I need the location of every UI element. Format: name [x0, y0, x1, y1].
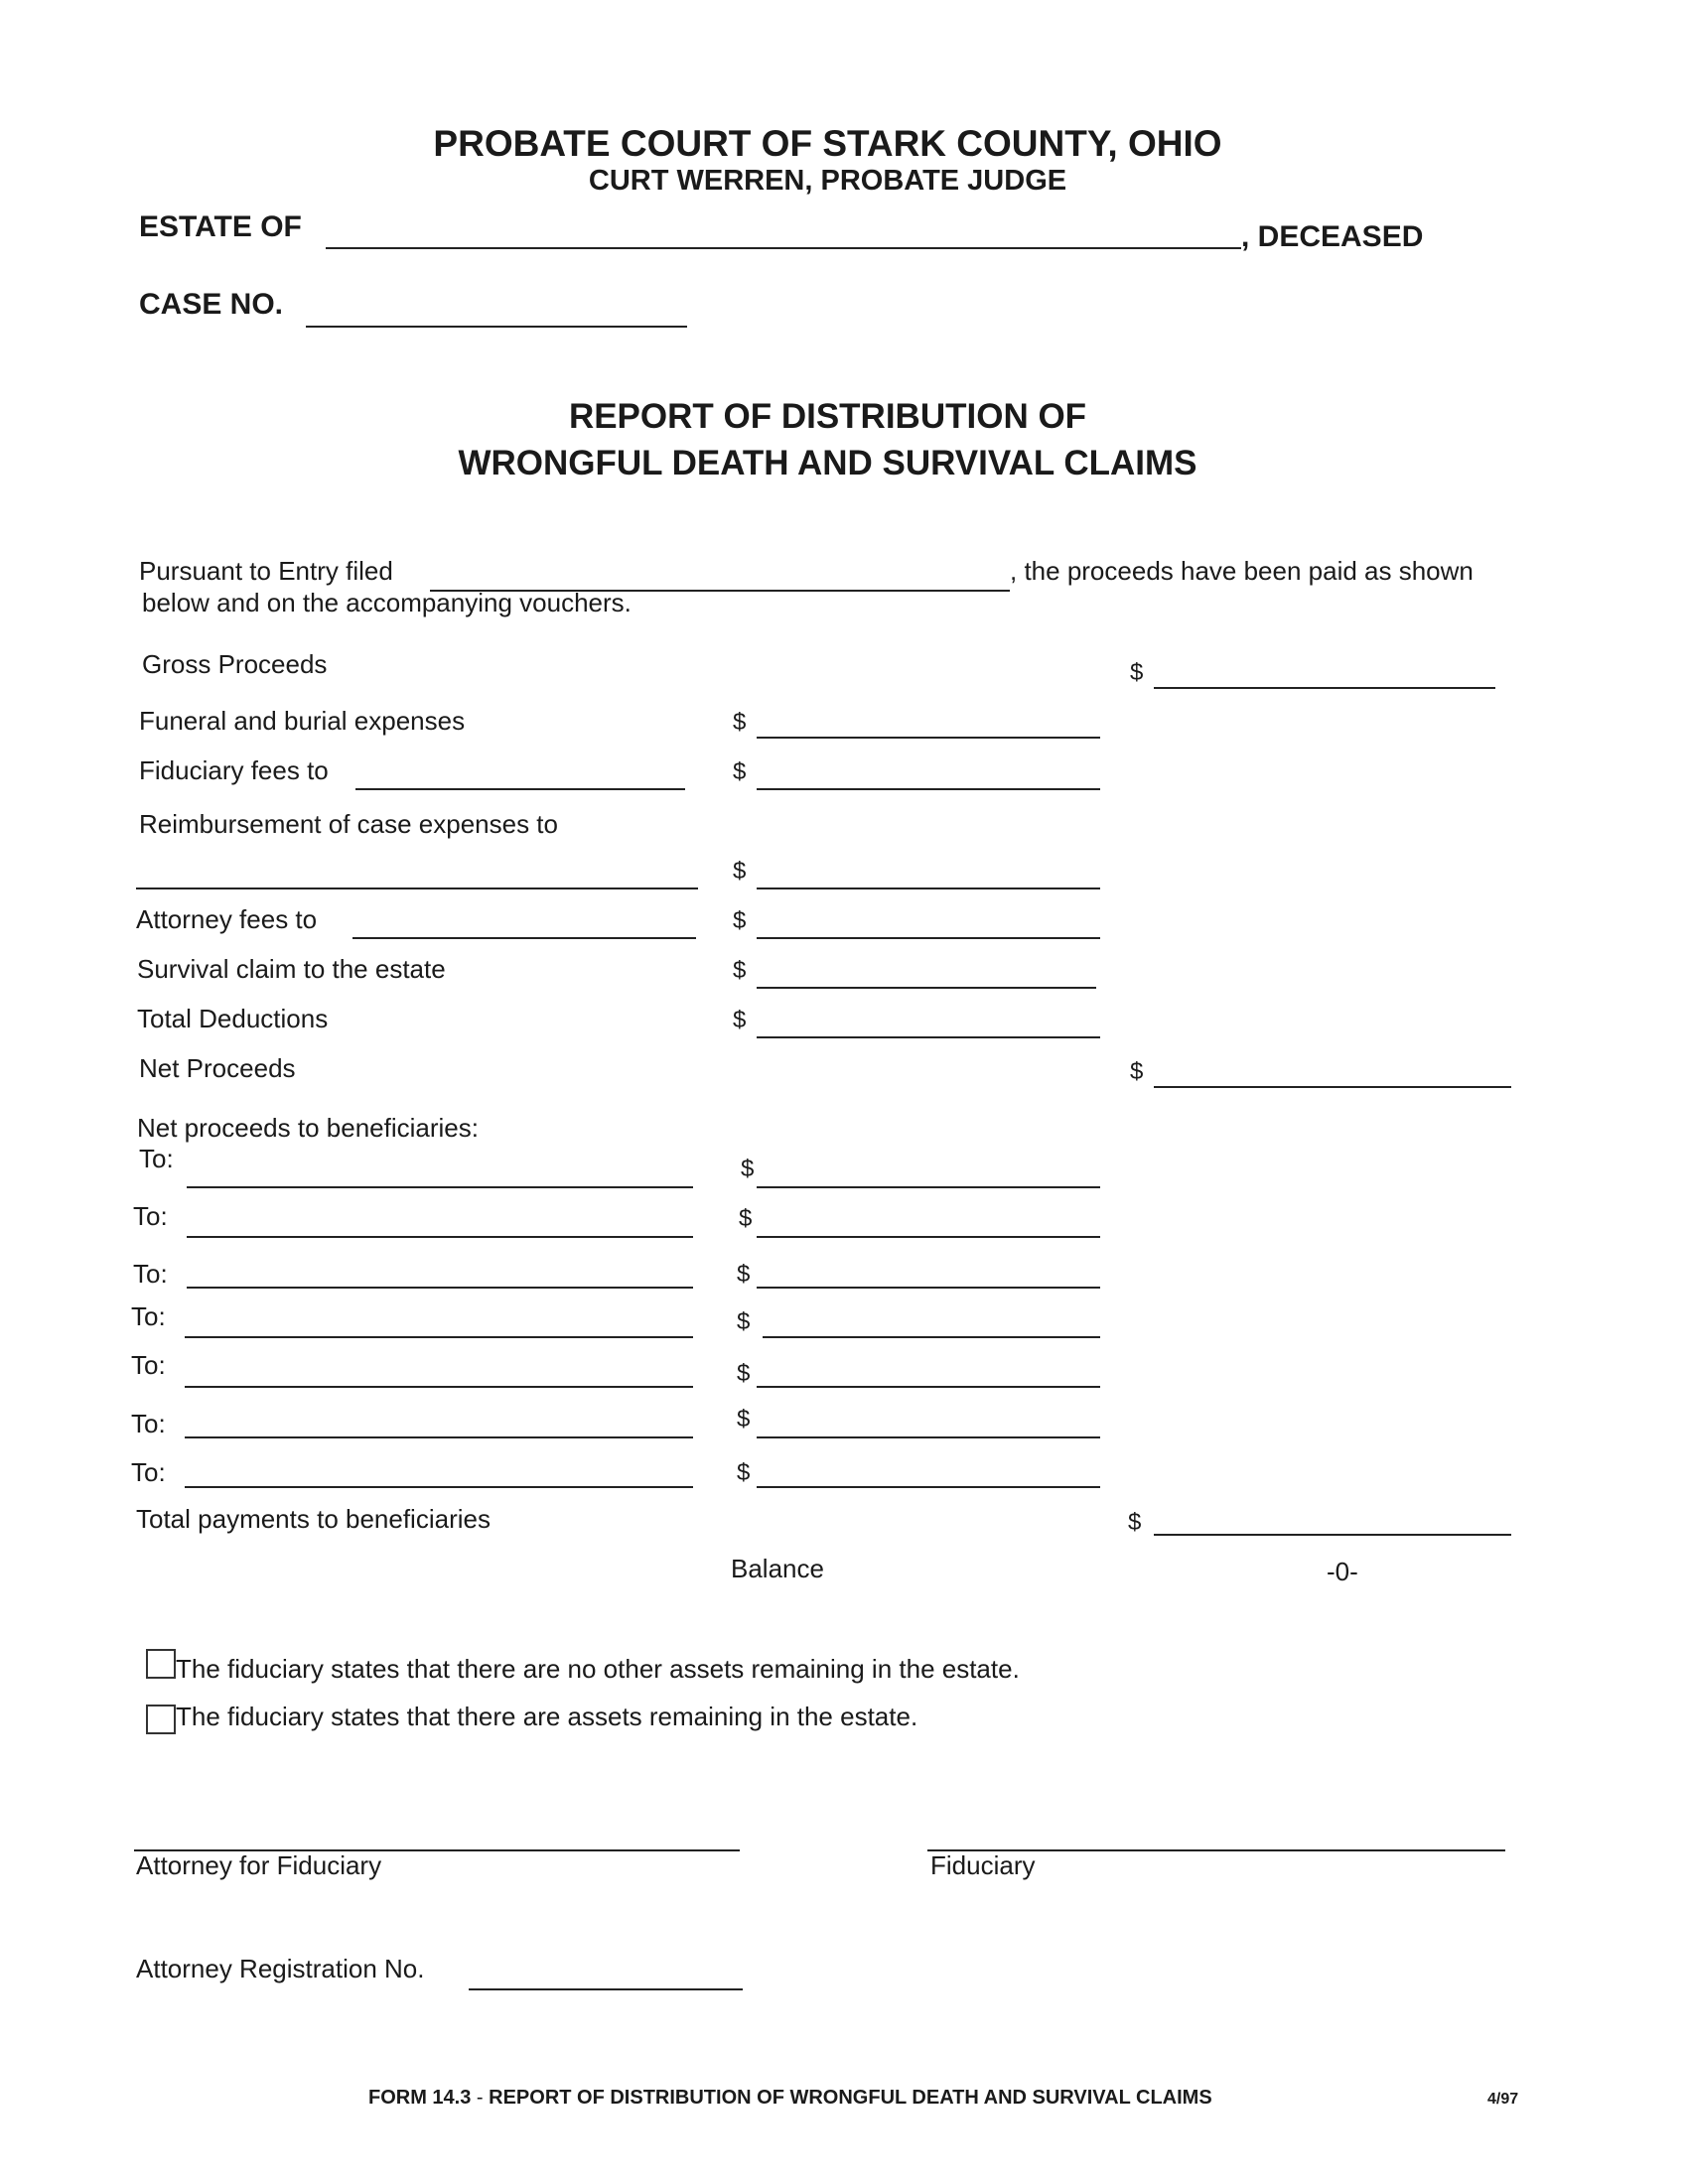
- beneficiary-6-amount-field[interactable]: [757, 1436, 1100, 1438]
- attorney-fees-amount-field[interactable]: [757, 937, 1100, 939]
- case-no-label: CASE NO.: [139, 288, 284, 321]
- beneficiary-7-amount-field[interactable]: [757, 1486, 1100, 1488]
- beneficiary-2-dollar-sign: $: [739, 1205, 753, 1232]
- funeral-expenses-label: Funeral and burial expenses: [139, 706, 466, 736]
- beneficiary-4-dollar-sign: $: [737, 1308, 751, 1335]
- form-title-line1: REPORT OF DISTRIBUTION OF: [568, 397, 1087, 436]
- intro-text-end: below and on the accompanying vouchers.: [142, 588, 632, 617]
- reimbursement-payee-field[interactable]: [136, 887, 698, 889]
- beneficiary-7-dollar-sign: $: [737, 1459, 751, 1486]
- no-assets-checkbox[interactable]: [146, 1649, 176, 1679]
- total-deductions-dollar-sign: $: [733, 1007, 747, 1033]
- reimbursement-dollar-sign: $: [733, 858, 747, 885]
- footer-revision-date: 4/97: [1487, 2091, 1519, 2108]
- beneficiary-2-to-label: To:: [133, 1201, 168, 1231]
- footer-form-number: FORM 14.3: [368, 2087, 472, 2109]
- survival-claim-label: Survival claim to the estate: [137, 954, 446, 984]
- beneficiary-5-name-field[interactable]: [185, 1386, 693, 1388]
- attorney-for-fiduciary-label: Attorney for Fiduciary: [136, 1850, 382, 1880]
- assets-remaining-checkbox[interactable]: [146, 1705, 176, 1734]
- attorney-fees-dollar-sign: $: [733, 907, 747, 934]
- gross-dollar-sign: $: [1130, 659, 1144, 686]
- reimbursement-amount-field[interactable]: [757, 887, 1100, 889]
- beneficiary-3-to-label: To:: [133, 1259, 168, 1289]
- beneficiary-6-name-field[interactable]: [185, 1436, 693, 1438]
- beneficiary-4-name-field[interactable]: [185, 1336, 693, 1338]
- net-proceeds-dollar-sign: $: [1130, 1058, 1144, 1085]
- beneficiary-6-to-label: To:: [131, 1409, 166, 1438]
- beneficiary-1-amount-field[interactable]: [757, 1186, 1100, 1188]
- fiduciary-fees-dollar-sign: $: [733, 758, 747, 785]
- footer-form-info: [368, 2087, 1212, 2110]
- judge-name: CURT WERREN, PROBATE JUDGE: [588, 165, 1067, 197]
- form-title-line2: WRONGFUL DEATH AND SURVIVAL CLAIMS: [458, 444, 1197, 482]
- beneficiary-1-to-label: To:: [139, 1144, 174, 1173]
- fiduciary-label: Fiduciary: [930, 1850, 1036, 1880]
- net-proceeds-amount-field[interactable]: [1154, 1086, 1511, 1088]
- deceased-label: , DECEASED: [1241, 220, 1424, 253]
- estate-label: ESTATE OF: [139, 210, 302, 243]
- total-deductions-label: Total Deductions: [137, 1004, 329, 1033]
- attorney-registration-label: Attorney Registration No.: [136, 1954, 425, 1983]
- beneficiary-1-name-field[interactable]: [187, 1186, 693, 1188]
- survival-amount-field[interactable]: [757, 987, 1096, 989]
- total-payments-amount-field[interactable]: [1154, 1534, 1511, 1536]
- beneficiary-5-amount-field[interactable]: [757, 1386, 1100, 1388]
- intro-text-middle: , the proceeds have been paid as shown: [1010, 556, 1474, 586]
- beneficiary-7-to-label: To:: [131, 1457, 166, 1487]
- fiduciary-fees-payee-field[interactable]: [355, 788, 685, 790]
- fiduciary-fees-label: Fiduciary fees to: [139, 755, 329, 785]
- balance-label: Balance: [731, 1554, 824, 1583]
- beneficiary-5-to-label: To:: [131, 1350, 166, 1380]
- no-assets-statement: The fiduciary states that there are no other assets remaining in the estate.: [176, 1654, 1020, 1684]
- beneficiaries-heading: Net proceeds to beneficiaries:: [137, 1113, 479, 1143]
- beneficiary-3-dollar-sign: $: [737, 1261, 751, 1288]
- beneficiary-1-dollar-sign: $: [741, 1156, 755, 1182]
- beneficiary-4-amount-field[interactable]: [763, 1336, 1100, 1338]
- survival-dollar-sign: $: [733, 957, 747, 984]
- court-name: PROBATE COURT OF STARK COUNTY, OHIO: [433, 123, 1222, 164]
- beneficiary-2-amount-field[interactable]: [757, 1236, 1100, 1238]
- balance-value: -0-: [1327, 1557, 1358, 1586]
- beneficiary-2-name-field[interactable]: [187, 1236, 693, 1238]
- beneficiary-5-dollar-sign: $: [737, 1360, 751, 1387]
- estate-name-field[interactable]: [326, 247, 1241, 249]
- funeral-amount-field[interactable]: [757, 737, 1100, 739]
- assets-remaining-statement: The fiduciary states that there are assets remaining in the estate.: [176, 1702, 918, 1731]
- funeral-dollar-sign: $: [733, 709, 747, 736]
- attorney-fees-label: Attorney fees to: [136, 904, 318, 934]
- case-no-field[interactable]: [306, 326, 687, 328]
- beneficiary-3-amount-field[interactable]: [757, 1287, 1100, 1289]
- gross-proceeds-label: Gross Proceeds: [142, 649, 328, 679]
- net-proceeds-label: Net Proceeds: [139, 1053, 296, 1083]
- beneficiary-3-name-field[interactable]: [187, 1287, 693, 1289]
- beneficiary-7-name-field[interactable]: [185, 1486, 693, 1488]
- reimbursement-label: Reimbursement of case expenses to: [139, 809, 558, 839]
- footer-form-title: REPORT OF DISTRIBUTION OF WRONGFUL DEATH AND SURVIVAL CLAIMS: [489, 2087, 1212, 2109]
- fiduciary-fees-amount-field[interactable]: [757, 788, 1100, 790]
- beneficiary-6-dollar-sign: $: [737, 1406, 751, 1433]
- intro-text-start: Pursuant to Entry filed: [139, 556, 393, 586]
- beneficiary-4-to-label: To:: [131, 1301, 166, 1331]
- gross-proceeds-amount-field[interactable]: [1154, 687, 1495, 689]
- footer-separator: -: [471, 2087, 490, 2109]
- attorney-registration-field[interactable]: [469, 1988, 743, 1990]
- total-payments-label: Total payments to beneficiaries: [136, 1504, 491, 1534]
- attorney-fees-payee-field[interactable]: [352, 937, 696, 939]
- total-payments-dollar-sign: $: [1128, 1509, 1142, 1536]
- total-deductions-amount-field[interactable]: [757, 1036, 1100, 1038]
